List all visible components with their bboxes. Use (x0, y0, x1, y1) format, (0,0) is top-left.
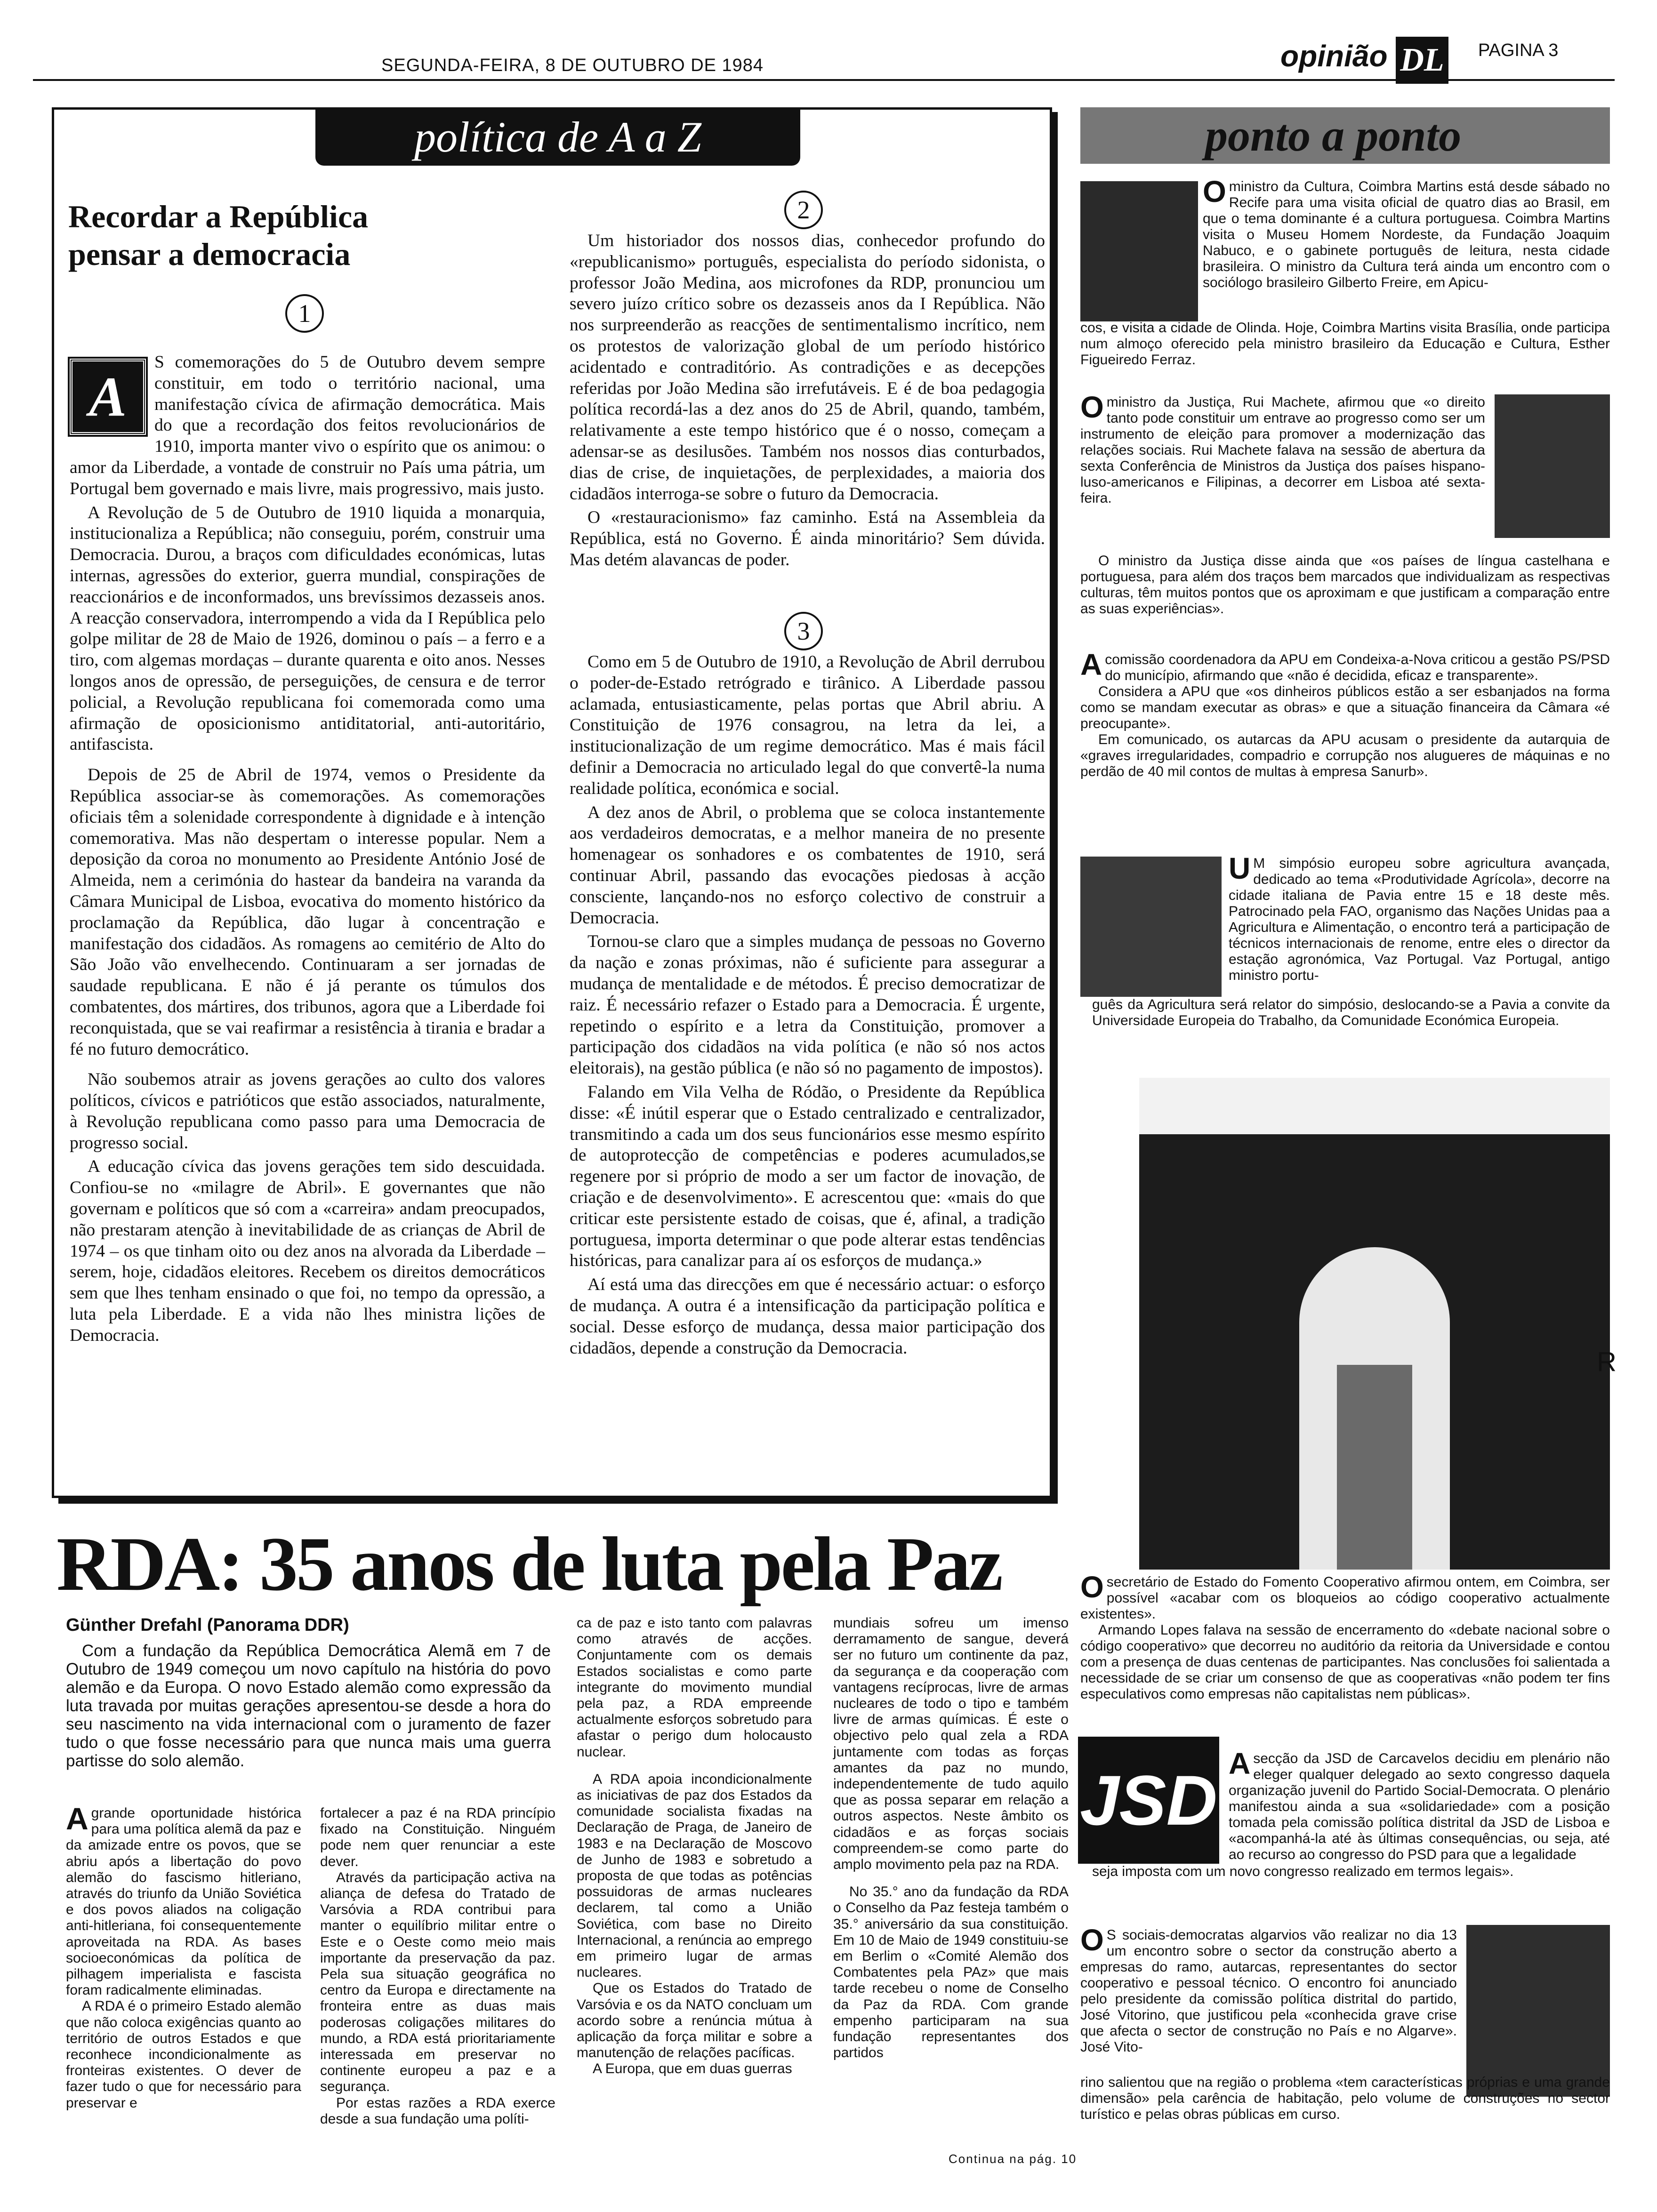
brief-text: secretário de Estado do Fomento Cooperativo afirmou ontem, em Coimbra, ser possível «acabar com os bloqueios ao código cooperativo actualmente existentes». (1080, 1574, 1610, 1622)
title-line: Recordar a República (68, 199, 369, 234)
paragraph: No 35.° ano da fundação da RDA o Conselho da Paz festeja também o 35.° aniversário da sua constituição. Em 10 de Maio de 1949 constituiu-se em Berlim o «Comité Alemão dos Combatentes pela PAz» que mais tarde recebeu o nome de Conselho da Paz da RDA. Com grande empenho participaram na sua fundação representantes dos partidos (833, 1884, 1069, 2061)
brief-initial: A (1229, 1747, 1251, 1780)
paragraph: A RDA apoia incondicionalmente as iniciativas de paz dos Estados da comunidade socialista fixadas na Declaração de Praga, de Janeiro de 1983 e na Declaração de Moscovo de Junho de 1983 e sobretudo a proposta de que todas as potências possuidoras de armas nucleares declarem, tal como a União Soviética, com base no Direito Internacional, a renúncia ao emprego em primeiro lugar de armas nucleares. (577, 1771, 812, 1980)
margin-letter: R (1597, 1346, 1617, 1377)
news-brief-cont (1080, 2075, 1610, 2123)
news-brief-cont (1080, 320, 1610, 368)
article-column (570, 652, 1045, 1359)
paragraph: ca de paz e isto tanto com palavras como através de acções. Conjuntamente com os demais Estados socialistas e como parte integrante do movimento mundial pela paz, a RDA empreende actualmente esforços sobretudo para afastar o perigo dum holocausto nuclear. (577, 1615, 812, 1760)
brief-text: secção da JSD de Carcavelos decidiu em plenário não eleger qualquer delegado ao sexto congresso daquela organização juvenil do Partido Social-Democrata. O plenário manifestou ainda a sua «solidariedade» com a posição tomada pela comissão política distrital da JSD de Lisboa e «acompanhá-la até às últimas consequências, ou seja, até ao recurso ao congresso do PSD para que a legalidade (1229, 1751, 1610, 1862)
brief-text: guês da Agricultura será relator do simpósio, deslocando-se a Pavia a convite da Universidade Europeia do Trabalho, da Comunidade Económica Europeia. (1092, 997, 1610, 1028)
paragraph: O «restauracionismo» faz caminho. Está na Assembleia da República, está no Governo. É ainda minoritário? Sem dúvida. Mas detém alavancas de poder. (570, 508, 1045, 569)
title-line: pensar a democracia (68, 236, 351, 272)
paragraph: A dez anos de Abril, o problema que se coloca instantemente aos verdadeiros democratas, e a melhor maneira de no presente homenagear os sonhadores e os combatentes de 1910, será continuar Abril, passando das evocações piedosas à acção consciente, lançando-nos no esforço colectivo de construir a Democracia. (570, 802, 1045, 928)
byline: Günther Drefahl (Panorama DDR) (66, 1615, 349, 1635)
header-rule (33, 79, 1615, 81)
issue-date: SEGUNDA-FEIRA, 8 DE OUTUBRO DE 1984 (381, 56, 764, 75)
brief-text: Em comunicado, os autarcas da APU acusam o presidente da autarquia de «graves irregularidades, compadrio e corrupção nos alugueres de máquinas e no perdão de 40 mil contos de multas à empresa Sanurb». (1080, 732, 1610, 779)
portrait-photo (1495, 394, 1610, 538)
paragraph: A educação cívica das jovens gerações tem sido descuidada. Confiou-se no «milagre de Abril». E governantes que não governam e políticos que só com a «carreira» andam preocupados, não prestaram atenção à inevitabilidade de as crianças de Abril de 1974 – os que tinham oito ou dez anos na alvorada da Liberdade – serem, hoje, cidadãos eleitores. Recebem os direitos democráticos sem que lhes tenham ensinado o que foi, no tempo da opressão, a luta pela Liberdade. E a vida não lhes ministra lições de Democracia. (70, 1157, 545, 1345)
paragraph: Falando em Vila Velha de Ródão, o Presidente da República disse: «É inútil esperar que o Estado centralizado e centralizador, transmitindo a cada um dos seus funcionários esse mesmo espírito de autoprotecção de competências e poderes acumulados,se regenere por si próprio de modo a ser um factor de inovação, de criação e de desenvolvimento». E acrescentou que: «mais do que criticar este persistente estado de coisas, que é, afinal, a tradição portuguesa, importa determinar o que pode alterar estas tendências históricas, para canalizar para aí os esforços de mudança.» (570, 1082, 1045, 1271)
paragraph: Por estas razões a RDA exerce desde a sua fundação uma políti- (320, 2095, 555, 2127)
paragraph: S comemorações do 5 de Outubro devem sempre constituir, em todo o território nacional, uma manifestação cívica de afirmação democrática. Mais do que a recordação dos feitos revolucionários de 1910, importa manter vivo o espírito que os animou: o amor da Liberdade, a vontade de construir no País uma pátria, um Portugal bem governado e mais livre, mais progressivo, mais justo. (70, 353, 545, 498)
dropcap-letter: A (70, 359, 146, 435)
section-number: 3 (784, 612, 823, 650)
brief-text: ministro da Justiça, Rui Machete, afirmou que «o direito tanto pode constituir um entrave ao progresso como ser um instrumento de eleição para promover a modernização das relações sociais. Rui Machete falava na sessão de abertura da sexta Conferência de Ministros da Justiça dos países hispano-luso-americanos e Filipinas, a decorrer em Lisboa até sexta-feira. (1080, 394, 1485, 506)
brief-text: S sociais-democratas algarvios vão realizar no dia 13 um encontro sobre o sector da construção aberto a empresas do ramo, autarcas, representantes do sector cooperativo e pessoal técnico. O encontro foi anunciado pelo presidente da comissão política distrital do partido, José Vitorino, que justificou pela «conhecida grave crise que afecta o sector de construção no País e no Algarve». José Vito- (1080, 1927, 1457, 2055)
brief-text: cos, e visita a cidade de Olinda. Hoje, Coimbra Martins visita Brasília, onde participa num almoço oferecido pela ministro brasileiro da Educação e Cultura, Esther Figueiredo Ferraz. (1080, 320, 1610, 368)
paragraph: Um historiador dos nossos dias, conhecedor profundo do «republicanismo» português, especialista do período sidonista, o professor João Medina, aos microfones da RDP, pronunciou um severo juízo crítico sobre os dezasseis anos da I República. Não nos surpreenderão as reacções de sentimentalismo incrítico, nem os protestos de valorização global de um período histórico acidentado e contraditório. As contradições e as decepções referidas por João Medina são irrefutáveis. E é de boa pedagogia política recordá-las a dez anos do 25 de Abril, quando, também, relativamente a este tempo histórico que é o nosso, começam a adensar-se as desilusões. Também nos nossos dias conturbados, dias de crise, de inquietações, de perplexidades, a maioria dos cidadãos interroga-se sobre o futuro da Democracia. (570, 231, 1045, 504)
brief-initial: U (1229, 851, 1251, 885)
paragraph: Tornou-se claro que a simples mudança de pessoas no Governo da nação e zonas próximas, não é suficiente para assegurar a mudança de mentalidade e de métodos. É preciso democratizar de raiz. É necessário refazer o Estado para a Democracia. É urgente, repetindo o espírito e a letra da Constituição, promover a participação dos cidadãos na vida política (e não só nos actos eleitorais), na gestão pública (e não só no pagamento de impostos). (570, 932, 1045, 1078)
brief-initial: O (1080, 390, 1104, 424)
brief-text: rino salientou que na região o problema «tem características próprias e uma grande dimensão» pela carência de habitação, pelo volume de construções no sector turístico e pelas obras públicas em curso. (1080, 2075, 1610, 2122)
photo-doorway (1337, 1365, 1412, 1570)
article-column (833, 1615, 1069, 2061)
paragraph: A RDA é o primeiro Estado alemão que não coloca exigências quanto ao território de outros Estados e que reconhece incondicionalmente as fronteiras existentes. O dever de fazer tudo o que for necessário para preservar e (66, 1998, 301, 2111)
paragraph: mundiais sofreu um imenso derramamento de sangue, deverá ser no futuro um continente da paz, da segurança e da cooperação com vantagens recíprocas, livre de armas nucleares de todo o tipo e também livre de armas químicas. É este o objectivo pelo qual zela a RDA juntamente com todas as forças amantes da paz no mundo, independentemente de tudo aquilo que as possa separar em relação a outros aspectos. Neste âmbito os cidadãos e as forças sociais compreendem-se como parte do amplo movimento pela paz na RDA. (833, 1615, 1069, 1873)
news-brief (1229, 851, 1610, 984)
brief-initial: O (1203, 175, 1226, 208)
brief-text: M simpósio europeu sobre agricultura avançada, dedicado ao tema «Produtividade Agrícola», decorre na cidade italiana de Pavia entre 15 e 18 deste mês. Patrocinado pela FAO, organismo das Nações Unidas paa a Agricultura e Alimentação, o encontro terá a participação de técnicos internacionais de renome, entre eles o director da estação agronómica, Vaz Portugal. Vaz Portugal, antigo ministro portu- (1229, 856, 1610, 983)
news-brief-cont (1092, 1864, 1610, 1880)
paragraph: Aí está uma das direcções em que é necessário actuar: o esforço de mudança. A outra é a intensificação da participação política e social. Desse esforço de mudança, dessa maior participação dos cidadãos, depende a construção da Democracia. (570, 1275, 1045, 1358)
article-column (70, 352, 545, 1346)
paragraph: A Revolução de 5 de Outubro de 1910 liquida a monarquia, institucionaliza a República; não conseguiu, porém, construir uma Democracia. Durou, a braços com dificuldades económicas, lutas internas, agressões do exterior, guerra mundial, conspirações de reaccionários e de inconformados, uns brevíssimos dezasseis anos. A reacção conservadora, interrompendo a vida da I República pelo golpe militar de 28 de Maio de 1926, dominou o país – a ferro e a tiro, com algemas mordaças – durante quarenta e oito anos. Nesses longos anos de opressão, de perseguições, de censura e de terror policial, a Revolução republicana foi comemorada como uma afirmação de oposicionismo antiditatorial, anti-autoritário, antifascista. (70, 503, 545, 754)
news-brief (1203, 175, 1610, 291)
newspaper-logo: DL (1396, 37, 1448, 84)
news-brief (1080, 1923, 1457, 2055)
news-brief-cont (1080, 553, 1610, 617)
column-banner: política de A a Z (315, 109, 800, 166)
paragraph: grande oportunidade histórica para uma política alemã da paz e da amizade entre os povos, que se abriu após a libertação do povo alemão do fascismo hitleriano, através do triunfo da União Soviética e dos povos aliados na coligação anti-hitleriana, foi consequentemente aproveitada na RDA. As bases socioeconómicas da política de pilhagem imperialista e fascista foram radicalmente eliminadas. (66, 1805, 301, 1998)
dropcap-letter: A (66, 1801, 88, 1836)
section-name: opinião (1280, 39, 1388, 73)
article-column (66, 1801, 301, 2111)
paragraph: Como em 5 de Outubro de 1910, a Revolução de Abril derrubou o poder-de-Estado retrógrado e tirânico. A Liberdade passou aclamada, entusiasticamente, pelas portas que Abril abriu. A Constituição de 1976 consagrou, na letra da lei, a institucionalização de um regime democrático. Mas é mais fácil definir a Democracia no articulado legal do que convertê-la numa realidade política, económica e social. (570, 652, 1045, 798)
portrait-photo (1466, 1925, 1610, 2097)
brief-text: Considera a APU que «os dinheiros públicos estão a ser esbanjados na forma como se mandam executar as obras» e que a situação financeira da Câmara «é preocupante». (1080, 684, 1610, 731)
paragraph: Depois de 25 de Abril de 1974, vemos o Presidente da República associar-se às comemorações. As comemorações oficiais têm a solenidade correspondente à dignidade e à intenção comemorativa. Mas não despertam o interesse popular. Nem a deposição da coroa no monumento ao Presidente António José de Almeida, nem a cerimónia do hastear da bandeira na varanda da Câmara Municipal de Lisboa, evocativa do momento histórico da proclamação da República, dão lugar à concentração e manifestação dos cidadãos. As romagens ao cemitério de Alto do São João vão envelhecendo. Continuaram a ser jornadas de saudade republicana. E não é já perante os túmulos dos combatentes, dos mártires, dos tribunos, agora que a Liberdade foi reconquistada, que se vai reafirmar a resistência à tirania e bradar a fé no futuro democrático. (70, 765, 545, 1059)
news-brief (1080, 390, 1485, 506)
article-column (577, 1615, 812, 2077)
news-brief (1080, 648, 1610, 780)
article-title (68, 198, 492, 273)
news-brief (1229, 1747, 1610, 1863)
page-number: PAGINA 3 (1478, 40, 1559, 60)
brief-text: Armando Lopes falava na sessão de encerramento do «debate nacional sobre o código cooperativo» que decorreu no auditório da reitoria da Universidade e contou com a presença de duas centenas de participantes. Nas conclusões foi salientada a necessidade de se criar um consenso de que as cooperativas «não podem ter fins especulativos como empresas não capitalistas nem públicas». (1080, 1622, 1610, 1702)
brief-text: ministro da Cultura, Coimbra Martins está desde sábado no Recife para uma visita oficial de quatro dias ao Brasil, em que o tema dominante é a cultura portuguesa. Coimbra Martins visita o Museu Homem Nordeste, da Fundação Joaquim Nabuco, e o gabinete português de leitura, nesta cidade brasileira. O ministro da Cultura terá ainda um encontro com o sociólogo brasileiro Gilberto Freire, em Apicu- (1203, 179, 1610, 290)
jsd-logo: JSD (1078, 1737, 1219, 1864)
section-number: 1 (285, 294, 324, 333)
portrait-photo (1080, 857, 1222, 997)
paragraph: Não soubemos atrair as jovens gerações ao culto dos valores políticos, cívicos e patrióticos que estão associados, naturalmente, à Revolução republicana como passo para uma Democracia de progresso social. (70, 1070, 545, 1153)
brief-text: seja imposta com um novo congresso realizado em termos legais». (1092, 1864, 1514, 1879)
photo-sky (1139, 1078, 1610, 1134)
box-shadow (58, 1498, 1058, 1504)
box-shadow (1052, 112, 1058, 1503)
paragraph: Através da participação activa na aliança de defesa do Tratado de Varsóvia a RDA contribui para manter o equilíbrio militar entre o Este e o Oeste como meio mais importante da preservação da paz. Pela sua situação geográfica no centro da Europa e directamente na fronteira entre as duas mais poderosas coligações militares do mundo, a RDA está prioritariamente interessada em preservar no continente europeu a paz e a segurança. (320, 1869, 555, 2095)
brief-initial: A (1080, 648, 1102, 681)
lede-paragraph (66, 1642, 551, 1770)
news-brief-cont (1092, 997, 1610, 1029)
brief-text: O ministro da Justiça disse ainda que «os países de língua castelhana e portuguesa, para além dos traços bem marcados que individualizam as respectivas culturas, têm muitos pontos que os aproximam e que justificam a comparação entre as suas experiências». (1080, 553, 1610, 617)
article-column (320, 1805, 555, 2127)
paragraph: Com a fundação da República Democrática Alemã em 7 de Outubro de 1949 começou um novo capítulo na história do povo alemão e da Europa. O novo Estado alemão como expressão da luta travada por muitas gerações apresentou-se desde a hora do seu nascimento na vida internacional com o juramento de fazer tudo o que fosse necessário para que nunca mais uma guerra partisse do solo alemão. (66, 1642, 551, 1770)
column-banner: ponto a ponto (1205, 110, 1462, 160)
paragraph: A Europa, que em duas guerras (593, 2061, 792, 2077)
brief-initial: O (1080, 1570, 1104, 1604)
headline: RDA: 35 anos de luta pela Paz (56, 1522, 1001, 1607)
paragraph: fortalecer a paz é na RDA princípio fixado na Constituição. Ninguém pode nem quer renunciar a este dever. (320, 1805, 555, 1869)
section-number: 2 (784, 191, 823, 229)
paragraph: Que os Estados do Tratado de Varsóvia e os da NATO concluam um acordo sobre a renúncia mútua à aplicação da força militar e sobre a manutenção de relações pacíficas. (577, 1980, 812, 2061)
brief-initial: O (1080, 1923, 1104, 1957)
brief-text: comissão coordenadora da APU em Condeixa-a-Nova criticou a gestão PS/PSD do município, afirmando que «não é decidida, eficaz e transparente». (1105, 652, 1610, 683)
article-column (570, 231, 1045, 571)
portrait-photo (1080, 181, 1198, 321)
continued-note: Continua na pág. 10 (949, 2152, 1077, 2166)
news-brief (1080, 1570, 1610, 1702)
